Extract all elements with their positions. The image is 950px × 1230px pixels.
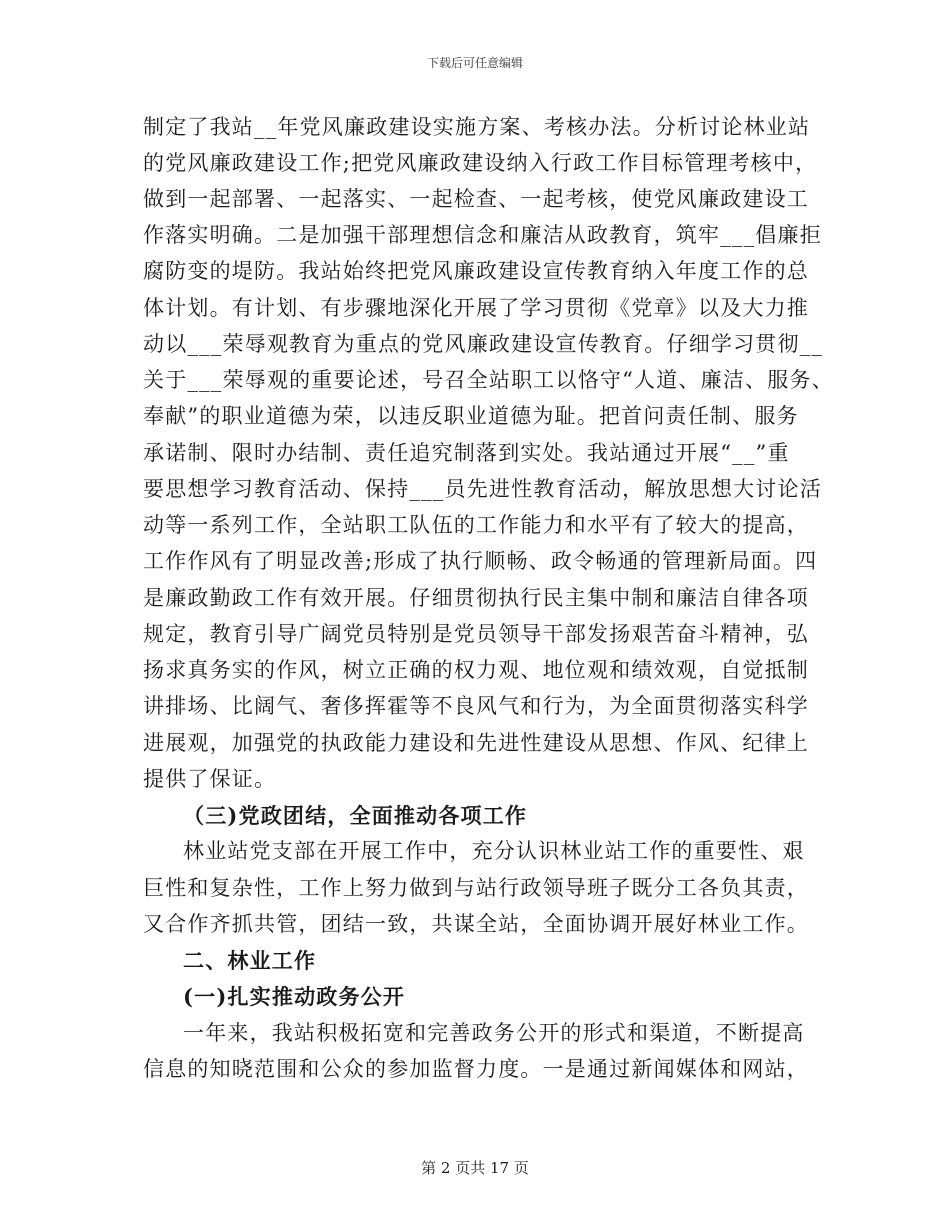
body-line: 工作作风有了明显改善;形成了执行顺畅、政令畅通的管理新局面。四	[143, 549, 818, 573]
body-line: 作落实明确。二是加强干部理想信念和廉洁从政教育，筑牢___倡廉拒	[143, 223, 822, 247]
body-line: 要思想学习教育活动、保持___员先进性教育活动，解放思想大讨论活	[143, 477, 822, 501]
section-heading: （三)党政团结，全面推动各项工作	[183, 803, 528, 828]
section-heading: 二、林业工作	[183, 948, 317, 973]
body-line: 承诺制、限时办结制、责任追究制落到实处。我站通过开展“__”重	[143, 441, 790, 465]
body-line: 动等一系列工作，全站职工队伍的工作能力和水平有了较大的提高，	[143, 513, 809, 537]
section-heading: (一)扎实推动政务公开	[183, 984, 406, 1009]
body-line: 扬求真务实的作风，树立正确的权力观、地位观和绩效观，自觉抵制	[143, 658, 809, 682]
body-line: 信息的知晓范围和公众的参加监督力度。一是通过新闻媒体和网站，	[143, 1057, 809, 1081]
page-number: 第 2 页共 17 页	[421, 1159, 529, 1177]
body-line: 关于___荣辱观的重要论述，号召全站职工以恪守“人道、廉洁、服务、	[143, 368, 834, 392]
body-line: 体计划。有计划、有步骤地深化开展了学习贯彻《党章》以及大力推	[143, 296, 809, 320]
body-line: 腐防变的堤防。我站始终把党风廉政建设宣传教育纳入年度工作的总	[143, 259, 809, 283]
body-line: 是廉政勤政工作有效开展。仔细贯彻执行民主集中制和廉洁自律各项	[143, 586, 809, 610]
body-line: 动以___荣辱观教育为重点的党风廉政建设宣传教育。仔细学习贯彻__	[143, 332, 824, 356]
body-line: 一年来，我站积极拓宽和完善政务公开的形式和渠道，不断提高	[183, 1021, 805, 1045]
body-line: 又合作齐抓共管，团结一致，共谋全站，全面协调开展好林业工作。	[143, 912, 809, 936]
body-line: 讲排场、比阔气、奢侈挥霍等不良风气和行为，为全面贯彻落实科学	[143, 694, 809, 718]
body-line: 规定，教育引导广阔党员特别是党员领导干部发扬艰苦奋斗精神，弘	[143, 622, 809, 646]
body-line: 制定了我站__年党风廉政建设实施方案、考核办法。分析讨论林业站	[143, 115, 811, 139]
body-line: 奉献”的职业道德为荣，以违反职业道德为耻。把首问责任制、服务	[143, 404, 799, 428]
body-line: 提供了保证。	[143, 767, 277, 791]
body-line: 做到一起部署、一起落实、一起检查、一起考核，使党风廉政建设工	[143, 187, 809, 211]
body-line: 林业站党支部在开展工作中，充分认识林业站工作的重要性、艰	[183, 839, 805, 863]
body-line: 巨性和复杂性，工作上努力做到与站行政领导班子既分工各负其责，	[143, 876, 809, 900]
page-header: 下载后可任意编辑	[426, 56, 523, 70]
body-line: 的党风廉政建设工作;把党风廉政建设纳入行政工作目标管理考核中，	[143, 151, 818, 175]
body-line: 进展观，加强党的执政能力建设和先进性建设从思想、作风、纪律上	[143, 731, 809, 755]
